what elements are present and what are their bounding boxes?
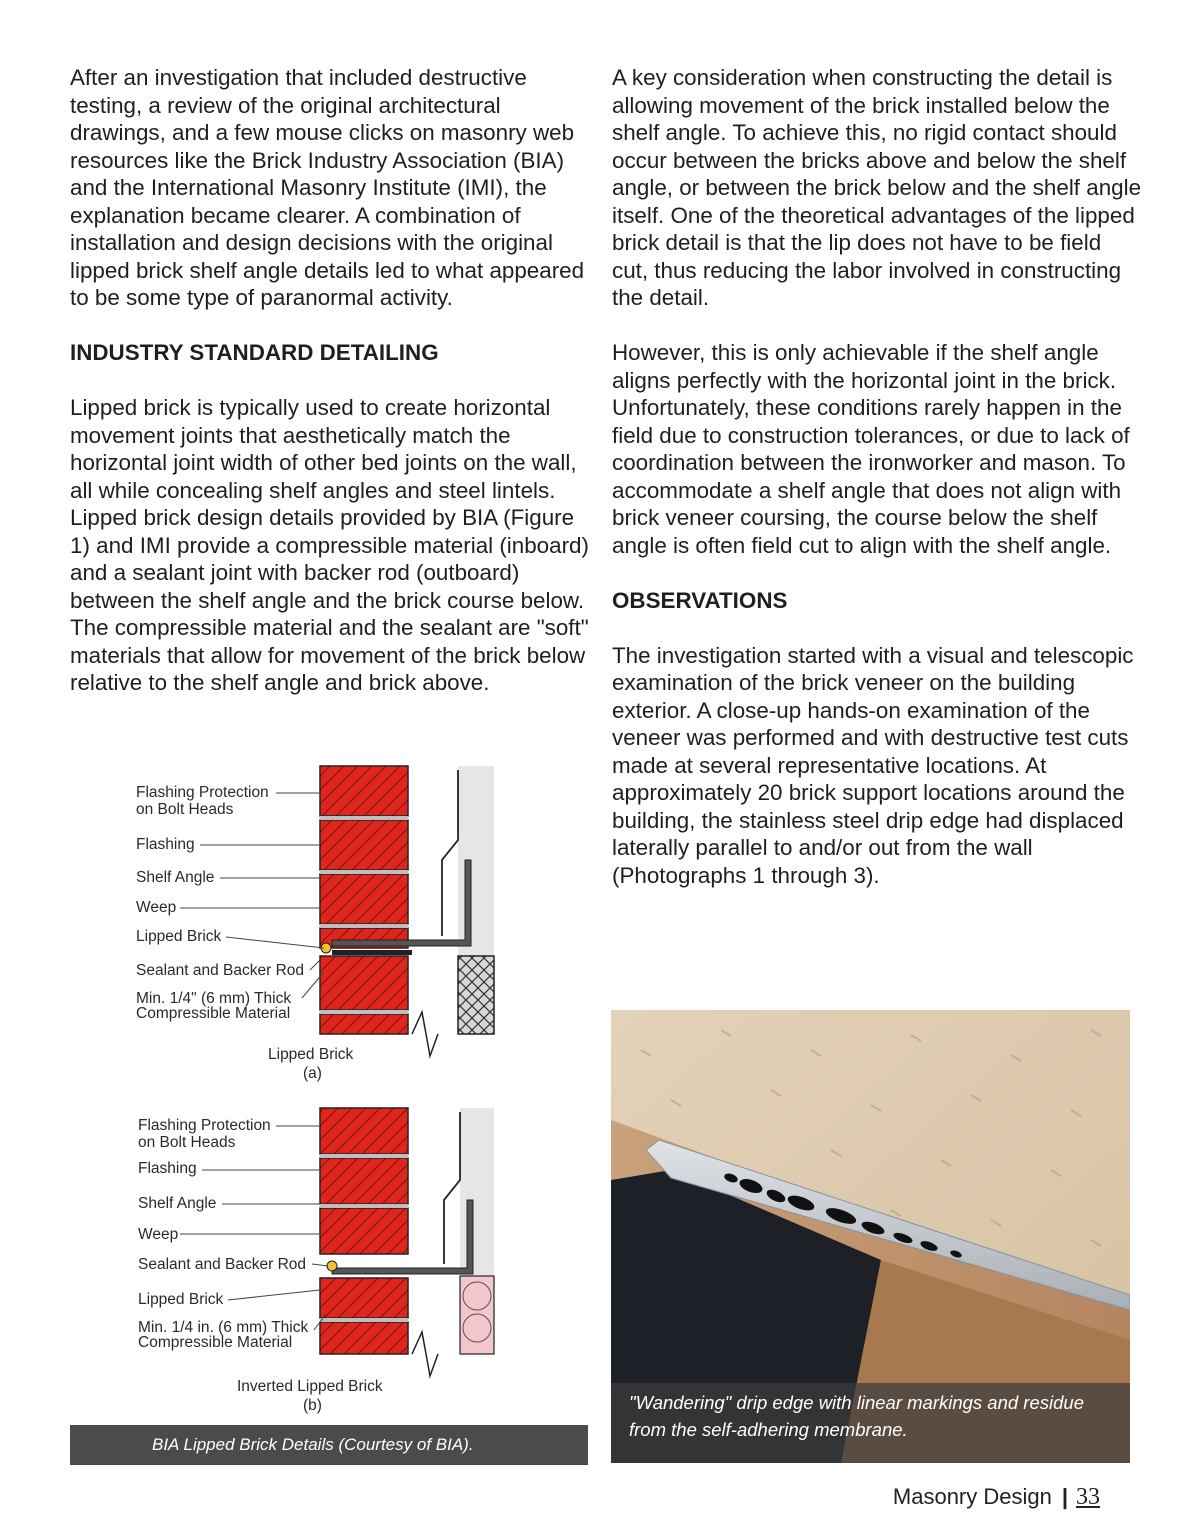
label-a-flashing: Flashing — [136, 836, 195, 853]
publication-name: Masonry Design — [892, 1484, 1052, 1509]
label-a-lipped-brick: Lipped Brick — [136, 928, 222, 945]
label-b-flashing-protection — [138, 1117, 271, 1151]
right-paragraph-2: However, this is only achievable if the shelf angle aligns perfectly with the horizontal joint in the brick. Unfortunately, these conditions rarely happen in the field due to construction tolerances, or due to lack of coordination between the ironworker and mason. To accommodate a shelf angle that does not align with brick veneer coursing, the course below the shelf angle is often field cut to align with the shelf angle. — [612, 340, 1130, 558]
label-a-compressible: Min. 1/4" (6 mm) Thick Compressible Material — [136, 990, 292, 1022]
left-paragraph-2: Lipped brick is typically used to create horizontal movement joints that aesthetically match the horizontal joint width of other bed joints on the wall, all while concealing shelf angles and steel lintels. Lipped brick design details provided by BIA (Figure 1) and IMI provide a compressible material (inboard) and a sealant joint with backer rod (outboard) between the shelf angle and the brick course below. The compressible material and the sealant are "soft" materials that allow for movement of the brick below relative to the shelf angle and brick above. — [70, 395, 589, 695]
label-a-shelf-angle: Shelf Angle — [136, 869, 215, 886]
photograph-drip-edge — [611, 1010, 1130, 1463]
right-column — [612, 64, 1142, 917]
label-b-compressible: Min. 1/4 in. (6 mm) Thick Compressible Material — [138, 1319, 309, 1351]
label-b-weep: Weep — [138, 1226, 179, 1243]
label-text: Flashing Protection on Bolt Heads — [136, 784, 269, 818]
right-paragraph-1: A key consideration when constructing the detail is allowing movement of the brick installed below the shelf angle. To achieve this, no rigid contact should occur between the bricks above and below the shelf angle, or between the brick below and the shelf angle itself. One of the theoretical advantages of the lipped brick detail is that the lip does not have to be field cut, thus reducing the labor involved in constructing the detail. — [612, 65, 1142, 310]
figure-lipped-brick-details — [70, 760, 588, 1465]
photo1-caption: "Wandering" drip edge with linear markings and residue from the self-adhering membrane. — [611, 1383, 1130, 1463]
label-b-shelf-angle: Shelf Angle — [138, 1195, 217, 1212]
label-text: Flashing Protection on Bolt Heads — [138, 1117, 271, 1151]
section-heading-detailing: INDUSTRY STANDARD DETAILING — [70, 340, 439, 365]
page-number: 33 — [1076, 1484, 1100, 1510]
label-b-lipped-brick: Lipped Brick — [138, 1291, 224, 1308]
figure1-caption: BIA Lipped Brick Details (Courtesy of BIA). — [152, 1435, 474, 1454]
right-paragraph-3: The investigation started with a visual and telescopic examination of the brick veneer on the building exterior. A close-up hands-on examination of the veneer was performed and with destructive test cuts made at several representative locations. At approximately 20 brick support locations around the building, the stainless steel drip edge had displaced laterally parallel to and/or out from the wall (Photographs 1 through 3). — [612, 642, 1134, 888]
label-b-flashing: Flashing — [138, 1160, 197, 1177]
label-b-sealant: Sealant and Backer Rod — [138, 1256, 307, 1273]
page-footer — [893, 1484, 1100, 1511]
section-heading-observations: OBSERVATIONS — [612, 587, 788, 613]
label-a-weep: Weep — [136, 899, 177, 916]
label-a-sealant: Sealant and Backer Rod — [136, 962, 305, 979]
left-paragraph-1: After an investigation that included destructive testing, a review of the original architectural drawings, and a few mouse clicks on masonry web resources like the Brick Industry Association (BIA) and the International Masonry Institute (IMI), the explanation became clearer. A combination of installation and design decisions with the original lipped brick shelf angle details led to what appeared to be some type of paranormal activity. — [70, 65, 585, 310]
detail-b-title: Inverted Lipped Brick — [237, 1378, 383, 1395]
label-a-flashing-protection — [136, 784, 269, 818]
footer-separator: | — [1061, 1484, 1068, 1509]
figure1-caption-bar — [70, 1425, 588, 1465]
detail-a-title: Lipped Brick — [268, 1046, 354, 1063]
left-column — [70, 64, 590, 724]
detail-a-sub: (a) — [303, 1065, 322, 1082]
detail-b-sub: (b) — [303, 1397, 322, 1414]
